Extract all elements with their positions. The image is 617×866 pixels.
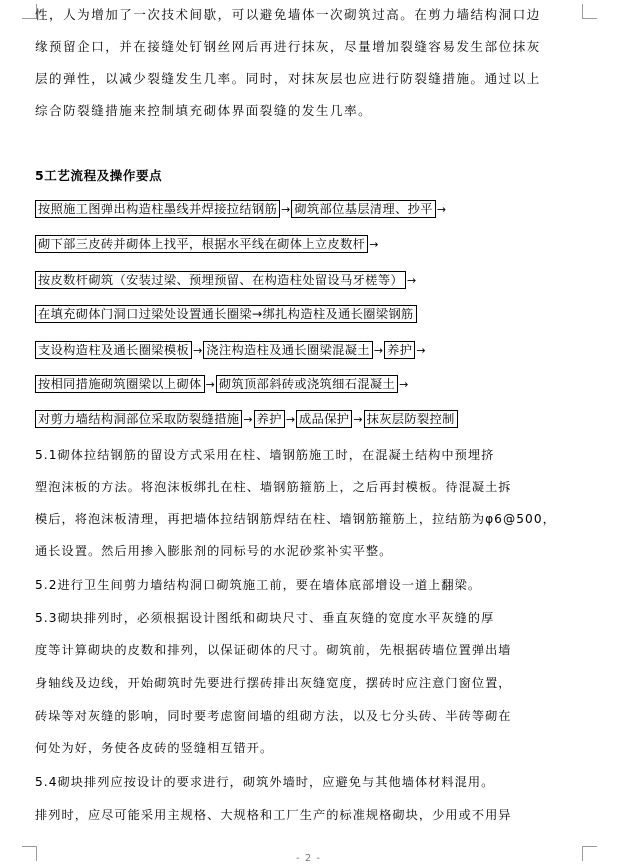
paragraph-line: 塑泡沫板的方法。将泡沫板绑扎在柱、墙钢筋箍筋上，之后再封模板。待混凝土拆 <box>35 480 512 494</box>
flow-row <box>35 375 409 393</box>
intro-line: 层的弹性，以减少裂缝发生几率。同时，对抹灰层也应进行防裂缝措施。通过以上 <box>35 71 541 86</box>
flow-step-box: 抹灰层防裂控制 <box>364 410 458 428</box>
flow-step-box: 浇注构造柱及通长圈梁混凝土 <box>203 341 373 359</box>
paragraph-line: 5.2进行卫生间剪力墙结构洞口砌筑施工前，要在墙体底部增设一道上翻梁。 <box>35 578 482 592</box>
flow-row <box>35 200 447 218</box>
paragraph-line: 5.1砌体拉结钢筋的留设方式采用在柱、墙钢筋施工时，在混凝土结构中预埋挤 <box>35 448 495 462</box>
flow-step-box: 养护 <box>254 410 285 428</box>
flow-arrow-icon: → <box>243 412 253 426</box>
flow-row <box>35 341 427 359</box>
paragraph-line: 排列时，应尽可能采用主规格、大规格和工厂生产的标准规格砌块，少用或不用异 <box>35 808 512 822</box>
flow-step-box: 对剪力墙结构洞部位采取防裂缝措施 <box>35 410 242 428</box>
flow-step-box: 砌筑顶部斜砖或浇筑细石混凝土 <box>216 375 398 393</box>
paragraph-line: 身轴线及边线，开始砌筑时先要进行摆砖排出灰缝宽度，摆砖时应注意门窗位置， <box>35 676 512 690</box>
intro-line: 综合防裂缝措施来控制填充砌体界面裂缝的发生几率。 <box>35 103 373 118</box>
flow-step-box: 按相同措施砌筑圈梁以上砌体 <box>35 375 205 393</box>
flow-step-box: 养护 <box>384 341 415 359</box>
paragraph-line: 5.3砌块排列时，必须根据设计图纸和砌块尺寸、垂直灰缝的宽度水平灰缝的厚 <box>35 611 495 625</box>
flow-arrow-icon: → <box>369 237 379 251</box>
flow-arrow-icon: → <box>373 343 384 357</box>
flow-row <box>35 235 380 253</box>
paragraph-line: 度等计算砌块的皮数和排列，以保证砌体的尺寸。砌筑前，先根据砖墙位置弹出墙 <box>35 643 512 657</box>
flow-arrow-icon: → <box>353 412 363 426</box>
flow-row <box>35 410 458 428</box>
intro-line: 性，人为增加了一次技术间歇，可以避免墙体一次砌筑过高。在剪力墙结构洞口边 <box>35 7 541 22</box>
paragraph-line: 通长设置。然后用掺入膨胀剂的同标号的水泥砂浆补实平整。 <box>35 544 393 558</box>
flow-row <box>35 271 417 289</box>
section-heading: 5工艺流程及操作要点 <box>35 168 163 183</box>
crop-mark-top-right <box>582 4 597 19</box>
page-number: - 2 - <box>296 853 321 864</box>
paragraph-line: 何处为好，务使各皮砖的竖缝相互错开。 <box>35 741 274 755</box>
flow-step-box: 砌下部三皮砖并砌体上找平，根据水平线在砌体上立皮数杆 <box>35 235 368 253</box>
flow-arrow-icon: → <box>193 343 203 357</box>
paragraph-line: 模后，将泡沫板清理，再把墙体拉结钢筋焊结在柱、墙钢筋箍筋上，拉结筋为φ6@500， <box>35 512 556 526</box>
flow-arrow-icon: → <box>399 377 409 391</box>
flow-arrow-icon: → <box>407 273 417 287</box>
flow-arrow-icon: → <box>285 412 296 426</box>
flow-arrow-icon: → <box>281 202 291 216</box>
flow-step-box: 成品保护 <box>296 410 352 428</box>
paragraph-line: 5.4砌块排列应按设计的要求进行，砌筑外墙时，应避免与其他墙体材料混用。 <box>35 775 495 789</box>
flow-arrow-icon: → <box>416 343 426 357</box>
flow-arrow-icon: → <box>205 377 215 391</box>
flow-row <box>35 305 417 323</box>
flow-step-box: 在填充砌体门洞口过梁处设置通长圈梁→绑扎构造柱及通长圈梁钢筋 <box>35 305 417 323</box>
flow-step-box: 砌筑部位基层清理、抄平 <box>291 200 435 218</box>
intro-line: 缘预留企口，并在接缝处钉钢丝网后再进行抹灰，尽量增加裂缝容易发生部位抹灰 <box>35 39 541 54</box>
paragraph-line: 砖垛等对灰缝的影响，同时要考虑窗间墙的组砌方法，以及七分头砖、半砖等砌在 <box>35 709 512 723</box>
flow-step-box: 按皮数杆砌筑（安装过梁、预埋预留、在构造柱处留设马牙槎等） <box>35 271 406 289</box>
flow-step-box: 按照施工图弹出构造柱墨线并焊接拉结钢筋 <box>35 200 280 218</box>
flow-step-box: 支设构造柱及通长圈梁模板 <box>35 341 192 359</box>
flow-arrow-icon: → <box>436 202 447 216</box>
